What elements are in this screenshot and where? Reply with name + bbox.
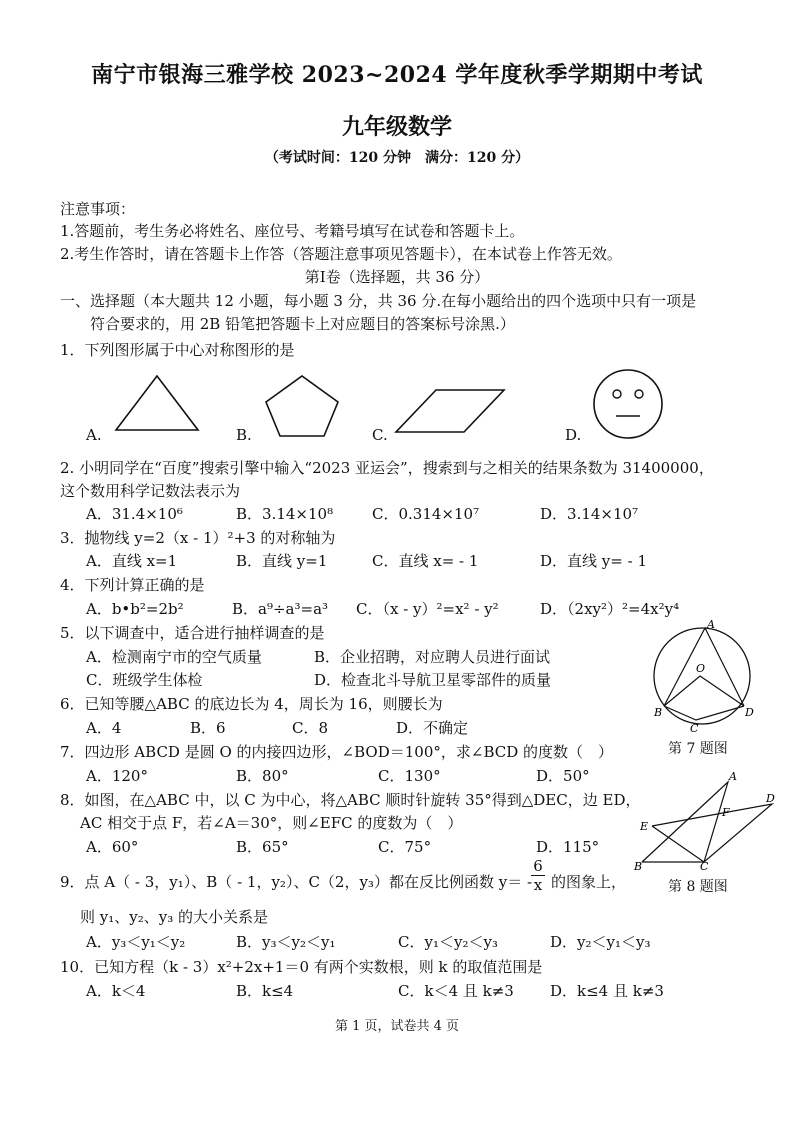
q3-option-d: D．直线 y= - 1 bbox=[540, 552, 647, 570]
q2-option-a: A．31.4×10⁶ bbox=[86, 505, 183, 523]
q1-option-b: B. bbox=[236, 426, 252, 444]
notes-heading: 注意事项： bbox=[60, 200, 136, 218]
q1-option-a: A. bbox=[86, 426, 102, 444]
fig7-label-b: B bbox=[654, 706, 663, 719]
q5-option-d: D．检查北斗导航卫星零部件的质量 bbox=[314, 671, 552, 689]
q9-stem-post: 的图象上， bbox=[551, 873, 627, 891]
q5-option-a: A．检测南宁市的空气质量 bbox=[86, 648, 262, 666]
fig7-label-d: D bbox=[745, 706, 754, 719]
fig8-label-b: B bbox=[634, 860, 643, 873]
q3-option-c: C．直线 x= - 1 bbox=[372, 552, 479, 570]
q8-stem-2: AC 相交于点 F，若∠A＝30°，则∠EFC 的度数为（ ） bbox=[80, 814, 463, 832]
q7-option-a: A．120° bbox=[86, 767, 148, 785]
q8-option-c: C．75° bbox=[378, 838, 432, 856]
q10-option-b: B．k≤4 bbox=[236, 982, 294, 1000]
q4-stem: 4．下列计算正确的是 bbox=[60, 576, 205, 594]
q9-fraction-denominator: x bbox=[531, 875, 545, 894]
q7-option-c: C．130° bbox=[378, 767, 441, 785]
q4-option-b: B．a⁹÷a³=a³ bbox=[232, 600, 329, 618]
q2-option-d: D．3.14×10⁷ bbox=[540, 505, 639, 523]
q9-stem-pre: 9．点 A（ - 3，y₁）、B（ - 1，y₂）、C（2，y₃）都在反比例函数 y＝ - bbox=[60, 873, 533, 891]
q6-option-b: B．6 bbox=[190, 719, 226, 737]
q4-option-a: A．b•b²=2b² bbox=[86, 600, 184, 618]
q9-stem-2: 则 y₁、y₂、y₃ 的大小关系是 bbox=[80, 908, 268, 926]
q4-option-d: D．（2xy²）²=4x²y⁴ bbox=[540, 600, 680, 618]
fig7-label-a: A bbox=[707, 618, 715, 631]
q1-figure-parallelogram bbox=[392, 386, 508, 436]
q5-stem: 5．以下调查中，适合进行抽样调查的是 bbox=[60, 624, 325, 642]
q1-figure-triangle bbox=[112, 372, 202, 434]
figure-8-caption: 第 8 题图 bbox=[668, 879, 728, 895]
fig7-label-o: O bbox=[696, 662, 706, 675]
q1-option-c: C. bbox=[372, 426, 388, 444]
figure-7-circle-diagram bbox=[650, 618, 760, 735]
q6-option-c: C．8 bbox=[292, 719, 329, 737]
q2-stem-1: 2. 小明同学在“百度”搜索引擎中输入“2023 亚运会”，搜索到与之相关的结果条数为 31400000， bbox=[60, 459, 714, 477]
q5-option-b: B．企业招聘，对应聘人员进行面试 bbox=[314, 648, 551, 666]
q6-stem: 6．已知等腰△ABC 的底边长为 4，周长为 16，则腰长为 bbox=[60, 695, 443, 713]
q3-option-b: B．直线 y=1 bbox=[236, 552, 328, 570]
fig7-label-c: C bbox=[690, 722, 699, 735]
q1-figure-smiley bbox=[590, 366, 666, 442]
figure-8-rotation-diagram bbox=[634, 770, 784, 873]
q2-option-c: C．0.314×10⁷ bbox=[372, 505, 480, 523]
q7-option-b: B．80° bbox=[236, 767, 289, 785]
q6-option-a: A．4 bbox=[86, 719, 122, 737]
q2-option-b: B．3.14×10⁸ bbox=[236, 505, 334, 523]
fig8-label-e: E bbox=[640, 820, 649, 833]
section-heading-2: 符合要求的，用 2B 铅笔把答题卡上对应题目的答案标号涂黑.） bbox=[90, 315, 515, 333]
page-footer: 第 1 页，试卷共 4 页 bbox=[334, 1019, 460, 1034]
q9-option-a: A．y₃＜y₁＜y₂ bbox=[86, 933, 186, 951]
q9-option-d: D．y₂＜y₁＜y₃ bbox=[550, 933, 651, 951]
q3-stem: 3．抛物线 y=2（x - 1）²+3 的对称轴为 bbox=[60, 529, 336, 547]
fig8-label-a: A bbox=[729, 770, 737, 783]
q8-option-d: D．115° bbox=[536, 838, 600, 856]
q1-figure-pentagon bbox=[262, 372, 342, 442]
q8-stem-1: 8．如图，在△ABC 中，以 C 为中心，将△ABC 顺时针旋转 35°得到△DEC，边 ED， bbox=[60, 791, 641, 809]
q9-option-b: B．y₃＜y₂＜y₁ bbox=[236, 933, 336, 951]
q7-option-d: D．50° bbox=[536, 767, 590, 785]
notes-item-2: 2.考生作答时，请在答题卡上作答（答题注意事项见答题卡），在本试卷上作答无效。 bbox=[60, 245, 622, 263]
exam-subject: 九年级数学 bbox=[341, 114, 452, 140]
volume-heading: 第Ⅰ卷（选择题，共 36 分） bbox=[304, 268, 490, 286]
q9-fraction bbox=[531, 857, 545, 894]
exam-title: 南宁市银海三雅学校 2023~2024 学年度秋季学期期中考试 bbox=[91, 62, 703, 88]
q9-option-c: C．y₁＜y₂＜y₃ bbox=[398, 933, 498, 951]
notes-item-1: 1.答题前，考生务必将姓名、座位号、考籍号填写在试卷和答题卡上。 bbox=[60, 222, 525, 240]
fig8-label-f: F bbox=[722, 806, 730, 819]
q5-option-c: C．班级学生体检 bbox=[86, 671, 203, 689]
fig8-label-d: D bbox=[766, 792, 775, 805]
q7-stem: 7．四边形 ABCD 是圆 O 的内接四边形，∠BOD＝100°，求∠BCD 的度数（ ） bbox=[60, 743, 614, 761]
q4-option-c: C．（x - y）²=x² - y² bbox=[356, 600, 499, 618]
q10-option-d: D．k≤4 且 k≠3 bbox=[550, 982, 664, 1000]
q1-option-d: D. bbox=[565, 426, 582, 444]
q10-option-a: A．k＜4 bbox=[86, 982, 146, 1000]
section-heading-1: 一、选择题（本大题共 12 小题，每小题 3 分，共 36 分.在每小题给出的四个选项中只有一项是 bbox=[60, 292, 697, 310]
q6-option-d: D．不确定 bbox=[396, 719, 469, 737]
figure-7-caption: 第 7 题图 bbox=[668, 741, 728, 757]
exam-info: （考试时间：120 分钟 满分：120 分） bbox=[264, 150, 530, 166]
q8-option-b: B．65° bbox=[236, 838, 289, 856]
fig8-label-c: C bbox=[700, 860, 709, 873]
q9-fraction-numerator: 6 bbox=[533, 857, 543, 875]
q10-stem: 10．已知方程（k - 3）x²+2x+1＝0 有两个实数根，则 k 的取值范围是 bbox=[60, 958, 543, 976]
q8-option-a: A．60° bbox=[86, 838, 139, 856]
q10-option-c: C．k＜4 且 k≠3 bbox=[398, 982, 514, 1000]
q3-option-a: A．直线 x=1 bbox=[86, 552, 178, 570]
q2-stem-2: 这个数用科学记数法表示为 bbox=[60, 482, 241, 500]
q1-stem: 1．下列图形属于中心对称图形的是 bbox=[60, 341, 295, 359]
